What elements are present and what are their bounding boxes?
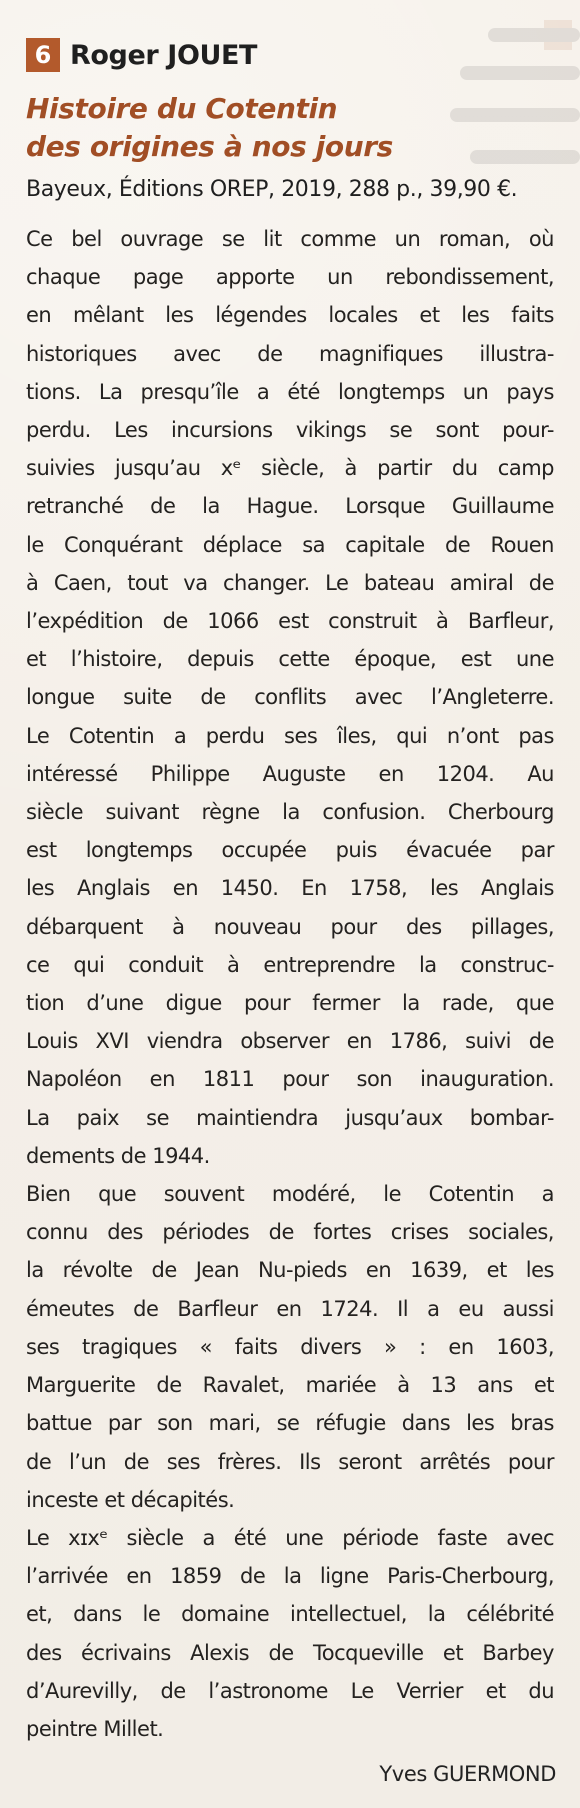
body-line: les Anglais en 1450. En 1758, les Anglais: [26, 876, 554, 901]
body-line: perdu. Les incursions vikings se sont pour-: [26, 418, 554, 443]
body-line: connu des périodes de fortes crises sociales,: [26, 1220, 554, 1245]
body-line: et l’histoire, depuis cette époque, est une: [26, 647, 554, 672]
body-line: Le xɪxᵉ siècle a été une période faste avec: [26, 1525, 554, 1550]
body-line: des écrivains Alexis de Tocqueville et Barbey: [26, 1640, 554, 1665]
ghost-line: [488, 28, 580, 42]
body-line: dements de 1944.: [26, 1143, 210, 1168]
publication-info: Bayeux, Éditions OREP, 2019, 288 p., 39,90 €.: [26, 177, 518, 202]
body-line: le Conquérant déplace sa capitale de Rouen: [26, 532, 554, 557]
body-line: Napoléon en 1811 pour son inauguration.: [26, 1067, 554, 1092]
body-line: tions. La presqu’île a été longtemps un pays: [26, 379, 554, 404]
review-header: [26, 38, 257, 72]
body-line: historiques avec de magnifiques illustra-: [26, 341, 554, 366]
body-line: siècle suivant règne la confusion. Cherbourg: [26, 800, 554, 825]
body-line: d’Aurevilly, de l’astronome Le Verrier et du: [26, 1678, 554, 1703]
body-line: l’arrivée en 1859 de la ligne Paris-Cherbourg,: [26, 1564, 554, 1589]
body-line: émeutes de Barfleur en 1724. Il a eu aussi: [26, 1296, 554, 1321]
body-line: de l’un de ses frères. Ils seront arrêtés pour: [26, 1449, 554, 1474]
body-line: La paix se maintiendra jusqu’aux bombar-: [26, 1105, 554, 1130]
reviewer-signature: Yves GUERMOND: [379, 1762, 556, 1786]
body-line: tion d’une digue pour fermer la rade, que: [26, 991, 554, 1016]
body-line: ses tragiques « faits divers » : en 1603,: [26, 1334, 554, 1359]
body-line: battue par son mari, se réfugie dans les bras: [26, 1411, 554, 1436]
body-line: Ce bel ouvrage se lit comme un roman, où: [26, 227, 554, 251]
body-line: chaque page apporte un rebondissement,: [26, 265, 554, 290]
book-author: Roger JOUET: [70, 39, 258, 71]
body-line: en mêlant les légendes locales et les faits: [26, 303, 554, 328]
ghost-badge: [544, 20, 572, 50]
book-title-line-2: des origines à nos jours: [26, 130, 393, 163]
body-line: l’expédition de 1066 est construit à Barfleur,: [26, 609, 554, 634]
review-body: [26, 220, 554, 1748]
body-line: ce qui conduit à entreprendre la construc-: [26, 952, 554, 977]
body-line: suivies jusqu’au xᵉ siècle, à partir du camp: [26, 456, 554, 481]
body-line: Louis XVI viendra observer en 1786, suivi de: [26, 1029, 554, 1054]
body-line: à Caen, tout va changer. Le bateau amiral de: [26, 570, 554, 595]
book-title-line-1: Histoire du Cotentin: [26, 92, 338, 125]
body-line: peintre Millet.: [26, 1716, 164, 1741]
body-line: débarquent à nouveau pour des pillages,: [26, 914, 554, 939]
body-line: est longtemps occupée puis évacuée par: [26, 838, 554, 863]
body-line: et, dans le domaine intellectuel, la célébrité: [26, 1602, 554, 1627]
body-line: longue suite de conflits avec l’Angleterre.: [26, 685, 554, 710]
body-line: inceste et décapités.: [26, 1487, 235, 1512]
book-title: [26, 90, 566, 166]
ghost-line: [460, 66, 580, 80]
body-line: Marguerite de Ravalet, mariée à 13 ans et: [26, 1373, 554, 1398]
review-number-badge: 6: [26, 38, 60, 72]
body-line: retranché de la Hague. Lorsque Guillaume: [26, 494, 554, 519]
body-line: la révolte de Jean Nu-pieds en 1639, et les: [26, 1258, 554, 1283]
body-line: intéressé Philippe Auguste en 1204. Au: [26, 761, 554, 786]
body-line: Bien que souvent modéré, le Cotentin a: [26, 1182, 554, 1207]
body-line: Le Cotentin a perdu ses îles, qui n’ont pas: [26, 723, 554, 748]
